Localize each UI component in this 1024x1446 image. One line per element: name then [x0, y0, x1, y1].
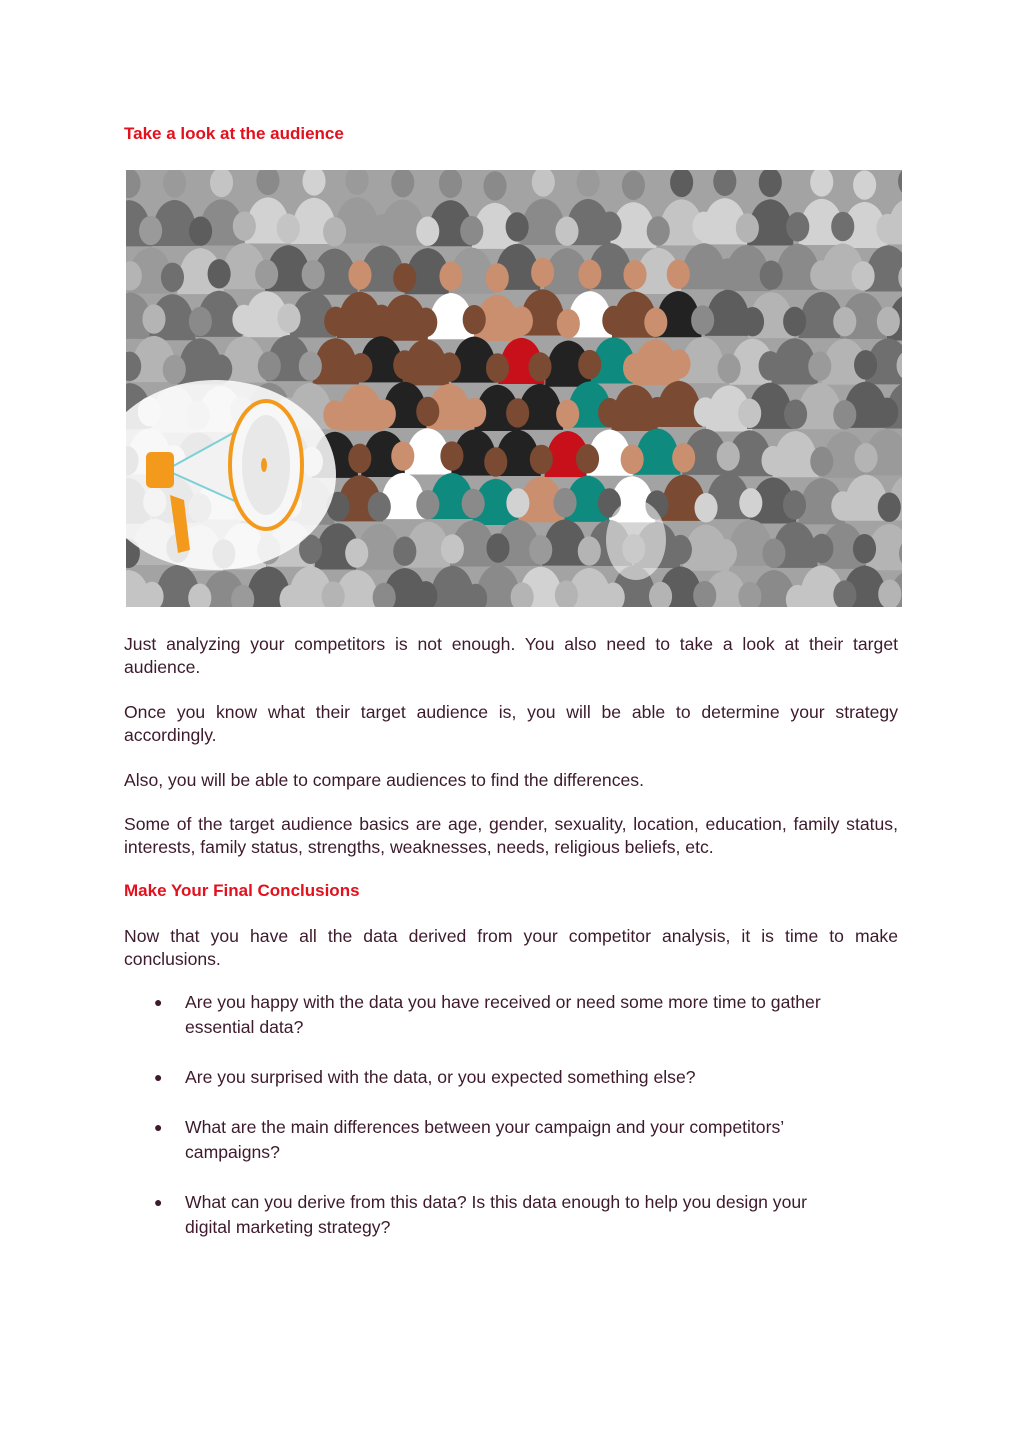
bullet-icon: ●	[154, 1194, 163, 1210]
section-heading-audience: Take a look at the audience	[124, 124, 344, 143]
bullet-icon: ●	[154, 1119, 163, 1135]
list-item: ● What are the main differences between your campaign and your competitors’ campaigns?	[154, 1117, 784, 1162]
crowd-megaphone-image	[126, 170, 902, 607]
bullet-icon: ●	[154, 1069, 163, 1085]
paragraph-1: Just analyzing your competitors is not enough. You also need to take a look at their target audience.	[124, 634, 898, 677]
paragraph-2: Once you know what their target audience is, you will be able to determine your strategy accordingly.	[124, 702, 898, 745]
question-list	[154, 990, 854, 1240]
paragraph-5: Now that you have all the data derived from your competitor analysis, it is time to make conclusions.	[124, 926, 898, 969]
paragraph-4: Some of the target audience basics are age, gender, sexuality, location, education, family status, interests, family status, strengths, weaknesses, needs, religious beliefs, etc.	[124, 814, 898, 857]
paragraph-3: Also, you will be able to compare audiences to find the differences.	[124, 770, 644, 790]
section-heading-conclusions: Make Your Final Conclusions	[124, 881, 360, 900]
list-item: ● Are you surprised with the data, or you expected something else?	[154, 1065, 854, 1090]
list-item: ● Are you happy with the data you have received or need some more time to gather essential data?	[154, 992, 821, 1037]
list-item: ● What can you derive from this data? Is this data enough to help you design your digital marketing strategy?	[154, 1192, 808, 1237]
bullet-icon: ●	[154, 994, 163, 1010]
